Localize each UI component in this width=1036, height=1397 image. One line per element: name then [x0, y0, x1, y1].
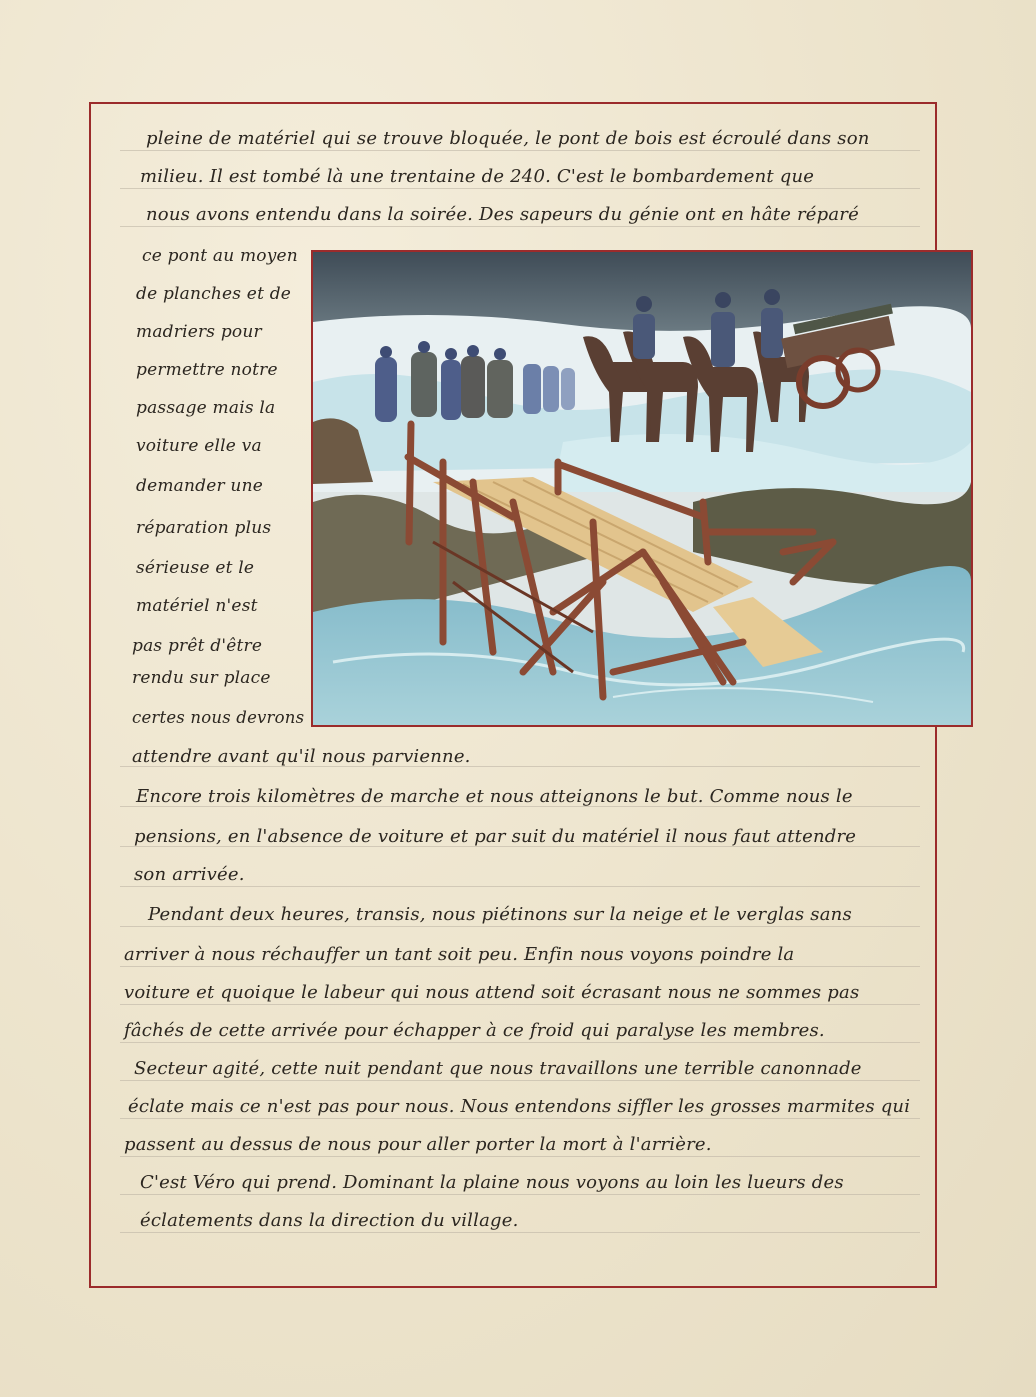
text-line: Pendant deux heures, transis, nous piétinons sur la neige et le verglas sans [148, 904, 852, 925]
text-line: milieu. Il est tombé là une trentaine de 240. C'est le bombardement que [140, 166, 815, 187]
text-line: éclate mais ce n'est pas pour nous. Nous entendons siffler les grosses marmites qui [128, 1096, 911, 1117]
text-line: nous avons entendu dans la soirée. Des sapeurs du génie ont en hâte réparé [146, 204, 859, 225]
text-line: Secteur agité, cette nuit pendant que nous travaillons une terrible canonnade [134, 1058, 862, 1079]
text-line: son arrivée. [134, 864, 245, 885]
text-line: matériel n'est [136, 596, 258, 616]
text-line: attendre avant qu'il nous parvienne. [132, 746, 471, 767]
text-line: pleine de matériel qui se trouve bloquée, le pont de bois est écroulé dans son [146, 128, 870, 149]
bridge-scene-drawing [313, 252, 971, 725]
text-line: certes nous devrons [132, 708, 305, 727]
text-line: réparation plus [136, 518, 272, 538]
text-line: C'est Véro qui prend. Dominant la plaine nous voyons au loin les lueurs des [140, 1172, 844, 1193]
text-line: fâchés de cette arrivée pour échapper à ce froid qui paralyse les membres. [124, 1020, 825, 1041]
text-line: permettre notre [136, 360, 278, 380]
text-line: passage mais la [136, 398, 276, 418]
text-line: demander une [136, 476, 263, 496]
text-line: ce pont au moyen [142, 246, 298, 266]
text-line: passent au dessus de nous pour aller porter la mort à l'arrière. [124, 1134, 712, 1155]
text-line: pas prêt d'être [132, 636, 263, 656]
text-line: rendu sur place [132, 668, 271, 688]
text-line: éclatements dans la direction du village. [140, 1210, 519, 1231]
text-line: de planches et de [136, 284, 292, 304]
text-line: madriers pour [136, 322, 262, 342]
text-line: Encore trois kilomètres de marche et nous atteignons le but. Comme nous le [136, 786, 853, 807]
watercolor-illustration [311, 250, 973, 727]
text-line: arriver à nous réchauffer un tant soit peu. Enfin nous voyons poindre la [124, 944, 795, 965]
text-line: pensions, en l'absence de voiture et par suit du matériel il nous faut attendre [134, 826, 857, 847]
text-line: voiture elle va [136, 436, 262, 456]
text-line: sérieuse et le [136, 558, 255, 578]
text-line: voiture et quoique le labeur qui nous attend soit écrasant nous ne sommes pas [124, 982, 860, 1003]
